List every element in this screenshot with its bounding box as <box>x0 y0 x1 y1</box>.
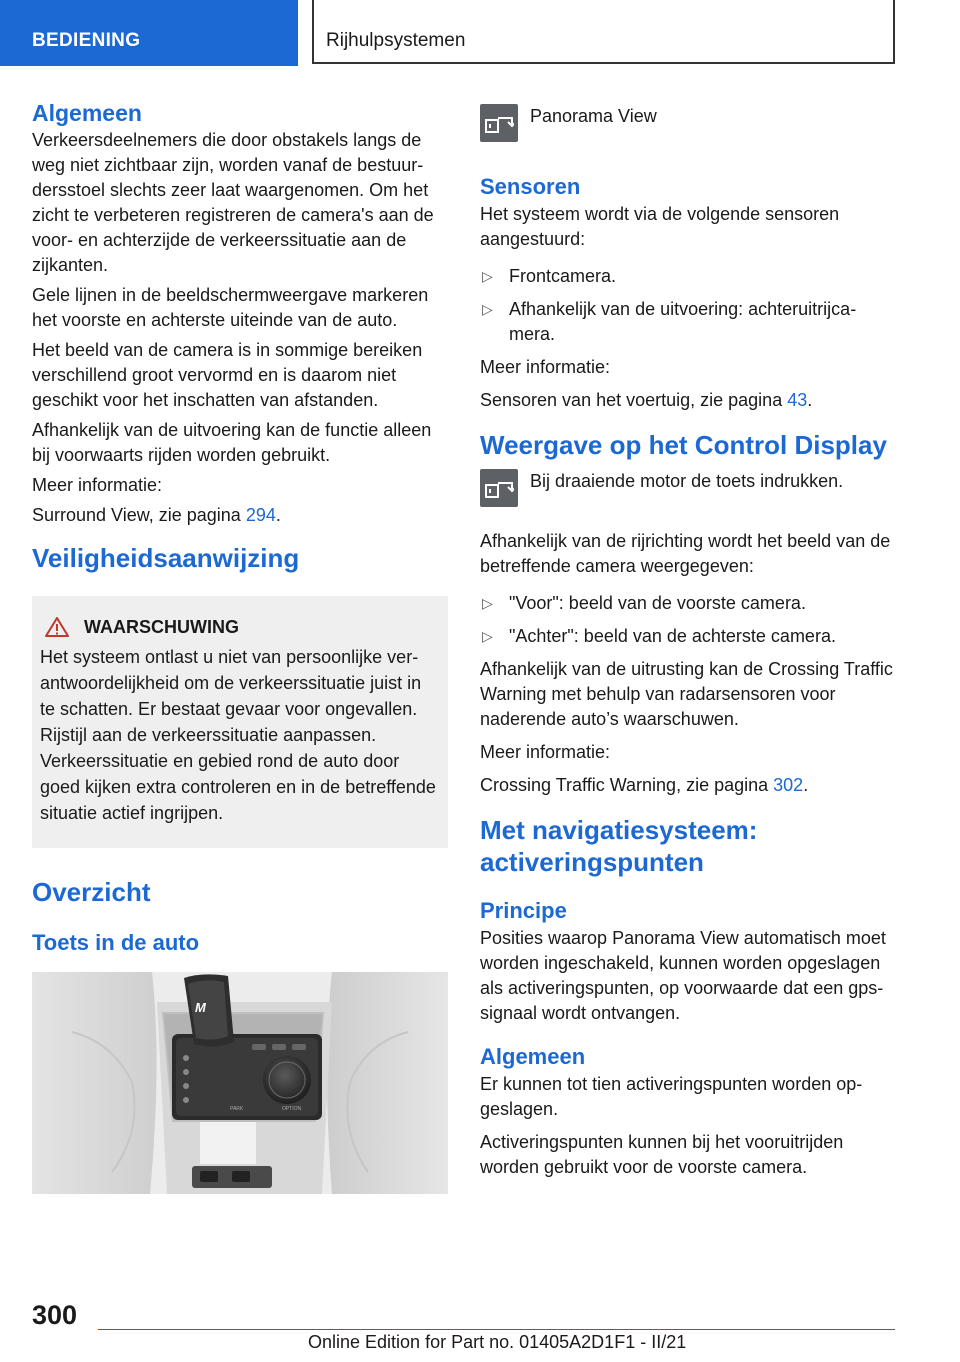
paragraph: Het beeld van de camera is in sommige bereiken verschillend groot vervormd en is daarom niet geschikt voor het inschatten van afstanden. <box>32 340 423 410</box>
triangle-bullet-icon: ▷ <box>482 301 493 317</box>
paragraph: Verkeersdeelnemers die door obstakels langs de weg niet zichtbaar zijn, worden vanaf de bestuurdersstoel slechts zeer laat waargenomen. Om het zicht te verbeteren registreren de camera's aan de voor- en achterzijde de verkeerssituatie aan de zijkanten. <box>32 130 434 275</box>
list-item: ▷ "Voor": beeld van de voorste camera. <box>480 591 896 616</box>
heading-button-in-car: Toets in de auto <box>32 930 200 955</box>
display-action: Bij draaiende motor de toets indrukken. <box>530 471 844 491</box>
camera-button-icon <box>480 104 518 142</box>
warning-triangle-icon <box>44 616 70 638</box>
paragraph: Posities waarop Panorama View automatisch moet worden ingeschakeld, kunnen worden opgeslagen als activeringspunten, op voorwaarde dat een gps-signaal wordt ontvangen. <box>480 928 886 1023</box>
paragraph: Afhankelijk van de rijrichting wordt het beeld van de betreffende camera weergegeven: <box>480 531 891 576</box>
photo-label-option: OPTION <box>282 1106 302 1112</box>
heading-sensors: Sensoren <box>480 174 581 199</box>
paragraph: Afhankelijk van de uitrusting kan de Crossing Traffic Warning met behulp van radarsensoren voor naderende auto’s waarschuwen. <box>480 659 893 729</box>
page-number: 300 <box>32 1300 78 1330</box>
ref-text: Surround View, zie pagina <box>32 505 246 525</box>
warning-box <box>32 596 448 848</box>
section-tab: BEDIENING <box>0 0 298 66</box>
heading-general: Algemeen <box>480 1044 586 1069</box>
drive-logo: M <box>195 1000 206 1015</box>
paragraph: Afhankelijk van de uitvoering kan de functie alleen bij voorwaarts rijden worden gebruikt. <box>32 420 432 465</box>
page-header <box>0 0 960 66</box>
center-console-photo <box>32 972 448 1194</box>
center-console-illustration <box>32 972 448 1194</box>
camera-button-icon <box>480 469 518 507</box>
list-item: ▷ Afhankelijk van de uitvoering: achteruitrijcamera. <box>482 299 857 344</box>
warning-header <box>40 616 440 638</box>
panorama-view-label: Panorama View <box>530 106 657 126</box>
paragraph: Meer informatie: <box>32 475 163 495</box>
cross-reference: Sensoren van het voertuig, zie pagina 43. <box>480 390 813 410</box>
triangle-bullet-icon: ▷ <box>482 628 493 644</box>
list-item: ▷ "Achter": beeld van de achterste camera. <box>480 624 896 649</box>
chapter-title: Rijhulpsystemen <box>312 0 895 64</box>
sensor-list <box>480 264 896 347</box>
warning-text: Het systeem ontlast u niet van persoonlijke verantwoordelijkheid om de verkeerssituatie juist in te schatten. Er bestaat gevaar voor ongevallen. Rijstijl aan de verkeerssituatie aanpassen. Verkeerssituatie en gebied rond de auto door goed kijken extra controleren en in de betreffende situatie actief ingrijpen. <box>40 647 436 823</box>
paragraph: Meer informatie: <box>480 357 611 377</box>
heading-control-display: Weergave op het Control Display <box>480 430 887 460</box>
warning-label: WAARSCHUWING <box>84 616 239 637</box>
page-link-302[interactable]: 302 <box>773 775 804 795</box>
heading-navigation: Met navigatiesysteem: activeringspunten <box>480 815 758 877</box>
panorama-view-button-row <box>480 104 896 142</box>
paragraph: Het systeem wordt via de volgende sensoren aangestuurd: <box>480 204 840 249</box>
footer-divider <box>98 1329 895 1330</box>
paragraph: Meer informatie: <box>480 742 611 762</box>
edition-info: Online Edition for Part no. 01405A2D1F1 - II/21 <box>308 1332 687 1352</box>
list-item: ▷ Frontcamera. <box>480 264 896 289</box>
photo-label-park: PARK <box>230 1106 244 1112</box>
paragraph: Er kunnen tot tien activeringspunten worden opgeslagen. <box>480 1074 863 1119</box>
heading-overview: Overzicht <box>32 877 151 907</box>
triangle-bullet-icon: ▷ <box>482 595 493 611</box>
cross-reference: Crossing Traffic Warning, zie pagina 302. <box>480 775 809 795</box>
heading-safety: Veiligheidsaanwijzing <box>32 543 300 573</box>
left-column <box>32 98 448 1194</box>
heading-algemeen: Algemeen <box>32 100 142 126</box>
paragraph: Activeringspunten kunnen bij het vooruitrijden worden gebruikt voor de voorste camera. <box>480 1132 844 1177</box>
display-button-row <box>480 469 896 507</box>
display-list <box>480 591 896 649</box>
right-column <box>480 104 896 1188</box>
paragraph: Gele lijnen in de beeldschermweergave markeren het voorste en achterste uiteinde van de auto. <box>32 285 429 330</box>
heading-principle: Principe <box>480 898 567 923</box>
page-link-294[interactable]: 294 <box>245 505 276 525</box>
triangle-bullet-icon: ▷ <box>482 268 493 284</box>
page-link-43[interactable]: 43 <box>787 390 808 410</box>
ref-end: . <box>275 505 281 525</box>
cross-reference <box>32 503 448 528</box>
